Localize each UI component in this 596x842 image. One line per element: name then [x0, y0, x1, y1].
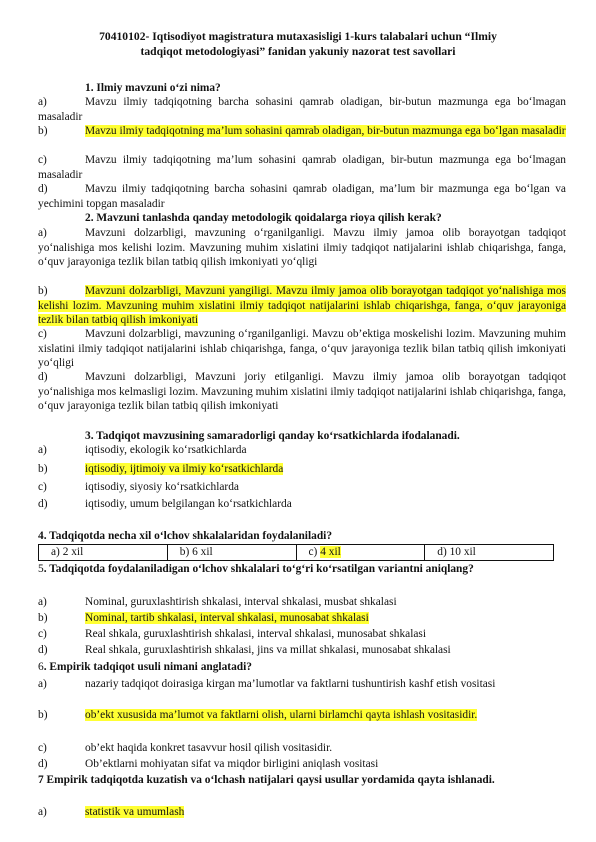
option-text: Real shkala, guruxlashtirish shkalasi, jins va millat shkalasi, munosabat shkalasi [85, 644, 451, 656]
q4-option-c [296, 545, 425, 561]
option-text: ob’ekt haqida konkret tasavvur hosil qilish vositasidir. [85, 742, 333, 754]
q5-option-d [38, 643, 566, 658]
q4-options-table [38, 544, 554, 561]
q4-option-b: b) 6 xil [167, 545, 296, 561]
option-label: c) [38, 154, 47, 166]
option-label: a) [38, 227, 47, 239]
option-label: b) [38, 285, 48, 297]
question-text: . Empirik tadqiqot usuli nimani anglatadi? [43, 661, 252, 673]
option-text-highlighted: ob’ekt xususida ma’lumot va faktlarni olish, ularni birlamchi qayta ishlash vositasidir. [85, 709, 478, 721]
question-2: 2. Mavzuni tanlashda qanday metodologik qoidalarga rioya qilish kerak? [85, 212, 442, 224]
option-text: Real shkala, guruxlashtirish shkalasi, interval shkalasi, munosabat shkalasi [85, 628, 427, 640]
q7-option-a [38, 805, 566, 820]
option-text: Mavzuni dolzarbligi, Mavzuni joriy etilganligi. Mavzu ilmiy jamoa olib borayotgan tadqiqot yo‘nalishiga mos kelmasligi lozim. Mavzuning muhim xislatini ilmiy tadqiqot natijalarini ishlab chiqarishga, fanga, o‘quv jarayoniga tezlik bilan tatbiq qilish imkoniyati [38, 371, 566, 412]
option-label: b) [38, 612, 48, 624]
option-label: b) [38, 463, 48, 475]
option-label: d) [38, 183, 48, 195]
option-text: nazariy tadqiqot doirasiga kirgan ma’lumotlar va faktlarni tushuntirish kashf etish vositasi [85, 678, 496, 690]
q3-option-d [38, 497, 566, 512]
question-text: . Tadqiqotda foydalaniladigan o‘lchov shkalalari to‘g‘ri ko‘rsatilgan variantni aniqlang? [43, 563, 474, 575]
question-1: 1. Ilmiy mavzuni o‘zi nima? [85, 82, 221, 94]
option-label: b) [38, 709, 48, 721]
option-text-highlighted: 4 xil [320, 546, 341, 558]
q6-option-b [38, 708, 566, 723]
q1-option-a [38, 95, 566, 124]
q1-option-c [38, 153, 566, 182]
question-3: 3. Tadqiqot mavzusining samaradorligi qanday ko‘rsatkichlarda ifodalanadi. [85, 430, 460, 442]
option-label: c) [38, 328, 47, 340]
option-label: d) [38, 498, 48, 510]
option-text: Mavzu ilmiy tadqiqotning barcha sohasini qamrab oladigan, ma’lum bir mazmunga ega bo‘lgan va yechimini topgan masaladir [38, 183, 566, 210]
option-label: d) [38, 644, 48, 656]
title-line-1: 70410102- Iqtisodiyot magistratura mutaxasisligi 1-kurs talabalari uchun “Ilmiy [99, 30, 497, 43]
q2-option-a [38, 226, 566, 270]
q5-option-b [38, 611, 566, 626]
question-5 [38, 562, 566, 577]
option-text-highlighted: Mavzuni dolzarbligi, Mavzuni yangiligi. Mavzu ilmiy jamoa olib borayotgan tadqiqot yo‘nalishiga mos kelishi lozim. Mavzuning muhim xislatini ilmiy tadqiqot natijalarini ishlab chiqarishga, fanga, o‘quv jarayoniga tezlik bilan tatbiq qilish imkoniyati [38, 285, 566, 326]
q4-option-a: a) 2 xil [39, 545, 168, 561]
q1-option-d [38, 182, 566, 211]
option-label: a) [38, 96, 47, 108]
q6-option-c [38, 741, 566, 756]
option-text-highlighted: Nominal, tartib shkalasi, interval shkalasi, munosabat shkalasi [85, 612, 369, 624]
option-text: Mavzuni dolzarbligi, mavzuning o‘rganilganligi. Mavzu ilmiy jamoa olib borayotgan tadqiqot yo‘nalishiga mos kelishi lozim. Mavzuning muhim xislatini ilmiy tadqiqot natijalarini ishlab chiqarishga, fanga, o‘quv jarayoniga tezlik bilan tatbiq qilish imkoniyati yo‘qligi [38, 227, 566, 268]
option-text-highlighted: iqtisodiy, ijtimoiy va ilmiy ko‘rsatkichlarda [85, 463, 284, 475]
question-number: 6 [38, 661, 44, 673]
option-text-highlighted: Mavzu ilmiy tadqiqotning ma’lum sohasini qamrab oladigan, bir-butun mazmunga ega bo‘lgan masaladir [85, 125, 566, 137]
option-label: d) [38, 371, 48, 383]
option-label: a) [38, 806, 47, 818]
q6-option-a [38, 677, 566, 692]
option-label: c) [38, 742, 47, 754]
q2-option-b [38, 284, 566, 328]
option-text: Mavzuni dolzarbligi, mavzuning o‘rganilganligi. Mavzu ob’ektiga moskelishi lozim. Mavzuning muhim xislatini ilmiy tadqiqot natijalarini ishlab chiqarishga, fanga, o‘quv jarayoniga tezlik bilan tatbiq qilish imkoniyati yo‘qligi [38, 328, 566, 369]
q1-option-b [38, 124, 566, 139]
option-label: c) [38, 481, 47, 493]
option-label: a) [38, 678, 47, 690]
table-row [39, 545, 554, 561]
option-text: Mavzu ilmiy tadqiqotning barcha sohasini qamrab oladigan, bir-butun mazmunga ega bo‘lmagan masaladir [38, 96, 566, 123]
title-line-2: tadqiqot metodologiyasi” fanidan yakuniy nazorat test savollari [140, 45, 456, 58]
option-text: iqtisodiy, ekologik ko‘rsatkichlarda [85, 444, 247, 456]
option-label: d) [38, 758, 48, 770]
option-text-highlighted: statistik va umumlash [85, 806, 185, 818]
option-label: c) [308, 546, 318, 558]
option-label: a) [38, 444, 47, 456]
option-text: iqtisodiy, umum belgilangan ko‘rsatkichlarda [85, 498, 292, 510]
option-text: Nominal, guruxlashtirish shkalasi, interval shkalasi, musbat shkalasi [85, 596, 397, 608]
option-text: Mavzu ilmiy tadqiqotning ma’lum sohasini qamrab oladigan, bir-butun mazmunga ega bo‘lmagan masaladir [38, 154, 566, 181]
option-label: a) [38, 596, 47, 608]
question-4: 4. Tadqiqotda necha xil o‘lchov shkalalaridan foydalaniladi? [38, 530, 333, 542]
option-text: iqtisodiy, siyosiy ko‘rsatkichlarda [85, 481, 239, 493]
q6-option-d [38, 757, 566, 772]
question-number: 5 [38, 563, 44, 575]
q5-option-c [38, 627, 566, 642]
option-text: Ob’ektlarni mohiyatan sifat va miqdor birligini aniqlash vositasi [85, 758, 379, 770]
option-label: b) [38, 125, 48, 137]
question-6 [38, 660, 252, 675]
option-label: c) [38, 628, 47, 640]
q3-option-c [38, 480, 566, 495]
q5-option-a [38, 595, 566, 610]
q2-option-d [38, 370, 566, 414]
q3-option-b [38, 462, 566, 477]
q4-option-d: d) 10 xil [425, 545, 554, 561]
q2-option-c [38, 327, 566, 371]
q3-option-a [38, 443, 566, 458]
document-title [38, 29, 558, 59]
question-7: 7 Empirik tadqiqotda kuzatish va o‘lchash natijalari qaysi usullar yordamida qayta ishlanadi. [38, 774, 495, 786]
